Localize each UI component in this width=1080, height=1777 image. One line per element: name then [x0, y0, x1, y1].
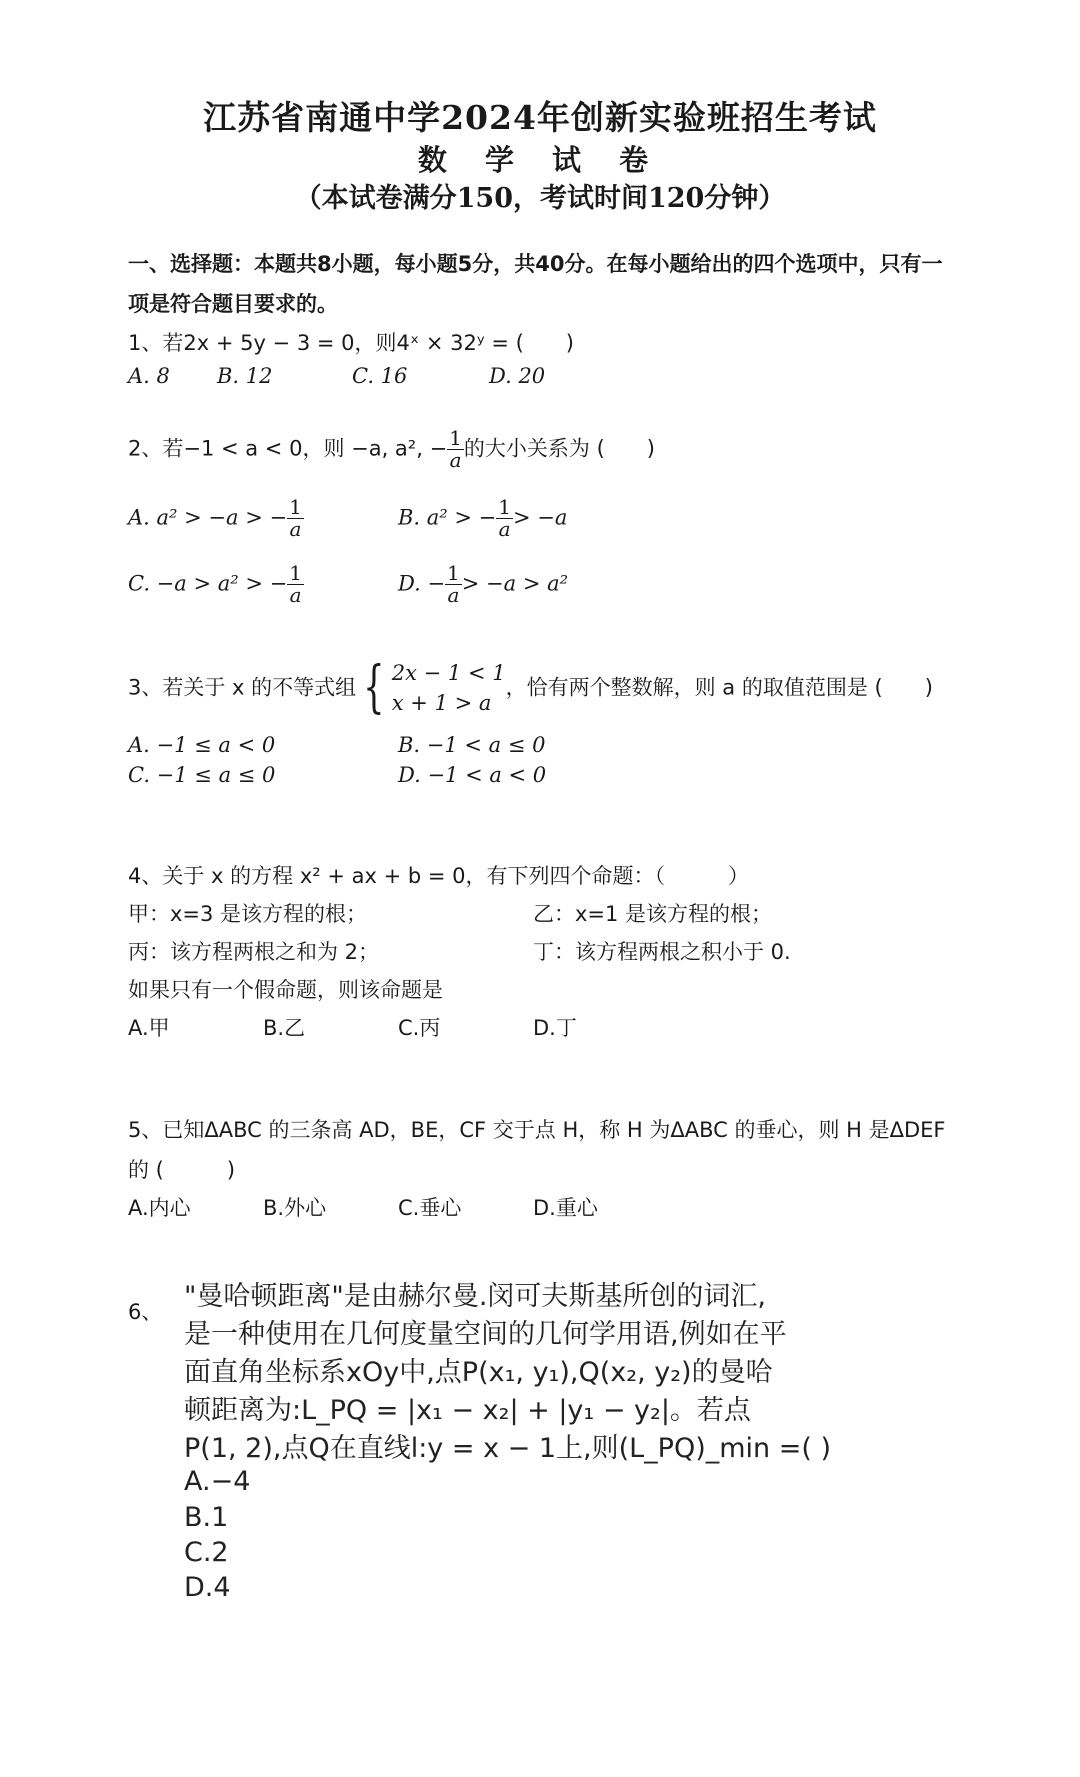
q2-option-b-fraction [496, 497, 513, 540]
q3-system [392, 658, 506, 719]
exam-title: 江苏省南通中学2024年创新实验班招生考试 [203, 98, 877, 137]
q5-option-b: B.外心 [263, 1196, 327, 1220]
q6-option-a: A.−4 [184, 1466, 251, 1497]
q2-option-a-frac-num: 1 [289, 495, 302, 519]
q6-option-b: B.1 [184, 1502, 229, 1533]
q2-option-d-fraction [445, 563, 462, 606]
q2-option-a-text: A. a² > −a > − [128, 505, 288, 530]
q2-option-d-text: D. − [398, 571, 446, 596]
q5-option-d: D.重心 [533, 1196, 598, 1220]
q2-option-c-text: C. −a > a² > − [128, 571, 288, 596]
q2-option-a-frac-den: a [289, 517, 302, 541]
q2-stem-fraction [447, 428, 464, 471]
q2-option-b-frac-den: a [498, 517, 511, 541]
q1-option-b: B. 12 [217, 364, 273, 388]
q1-option-c: C. 16 [352, 364, 408, 388]
q2-stem-prefix: 2、若−1 < a < 0，则 −a, a², − [128, 436, 448, 461]
q2-option-b-suffix: > −a [513, 505, 568, 530]
q4-stem: 4、关于 x 的方程 x² + ax + b = 0，有下列四个命题：（ ） [128, 864, 749, 888]
q2-option-b [398, 497, 567, 540]
q3-option-c: C. −1 ≤ a ≤ 0 [128, 763, 276, 787]
q5-option-a: A.内心 [128, 1196, 191, 1220]
q2-option-d-frac-num: 1 [447, 561, 460, 585]
q4-option-a: A.甲 [128, 1016, 170, 1040]
q6-option-d: D.4 [184, 1572, 231, 1603]
q3-option-b: B. −1 < a ≤ 0 [398, 733, 546, 757]
q3-stem-suffix: ，恰有两个整数解，则 a 的取值范围是 ( ) [505, 675, 933, 700]
q6-option-c: C.2 [184, 1537, 229, 1568]
q4-proposition-jia: 甲：x=3 是该方程的根； [128, 902, 368, 926]
q6-line3: 面直角坐标系xOy中,点P(x₁, y₁),Q(x₂, y₂)的曼哈 [184, 1357, 773, 1388]
q2-option-d-suffix: > −a > a² [461, 571, 569, 596]
q3-system-line2: x + 1 > a [391, 691, 492, 716]
q4-question: 如果只有一个假命题，则该命题是 [128, 978, 443, 1002]
q4-option-b: B.乙 [263, 1016, 306, 1040]
q1-stem: 1、若2x + 5y − 3 = 0，则4ˣ × 32ʸ = ( ) [128, 331, 575, 355]
q2-option-c-fraction [287, 563, 304, 606]
section-heading-line2: 项是符合题目要求的。 [128, 292, 338, 316]
q5-option-c: C.垂心 [398, 1196, 462, 1220]
q2-option-b-frac-num: 1 [498, 495, 511, 519]
q4-option-d: D.丁 [533, 1016, 577, 1040]
q3-system-line1: 2x − 1 < 1 [391, 661, 506, 685]
q2-option-d-frac-den: a [447, 583, 460, 607]
q5-line2: 的 ( ) [128, 1158, 236, 1182]
q3-option-a: A. −1 ≤ a < 0 [128, 733, 276, 757]
section-heading-line1: 一、选择题：本题共8小题，每小题5分，共40分。在每小题给出的四个选项中，只有一 [128, 252, 943, 276]
q2-stem-frac-den: a [449, 448, 462, 472]
q6-number: 6、 [128, 1300, 163, 1324]
q2-option-c [128, 563, 304, 606]
q2-option-a [128, 497, 304, 540]
q4-proposition-bing: 丙：该方程两根之和为 2； [128, 940, 380, 964]
q2-stem-suffix: 的大小关系为 ( ) [463, 436, 655, 461]
q2-option-c-frac-den: a [289, 583, 302, 607]
q3-stem [128, 655, 933, 721]
q6-line1: "曼哈顿距离"是由赫尔曼.闵可夫斯基所创的词汇, [184, 1281, 767, 1312]
q2-option-c-frac-num: 1 [289, 561, 302, 585]
q4-proposition-yi: 乙：x=1 是该方程的根； [533, 902, 773, 926]
q3-option-d: D. −1 < a < 0 [398, 763, 547, 787]
exam-note: （本试卷满分150，考试时间120分钟） [294, 183, 786, 214]
q6-line4: 顿距离为:L_PQ = |x₁ − x₂| + |y₁ − y₂|。若点 [184, 1395, 751, 1426]
exam-subtitle: 数 学 试 卷 [417, 143, 663, 177]
q2-option-b-text: B. a² > − [398, 505, 497, 530]
q4-proposition-ding: 丁：该方程两根之积小于 0. [533, 940, 791, 964]
q6-line5: P(1, 2),点Q在直线l:y = x − 1上,则(L_PQ)_min =( ) [184, 1433, 832, 1464]
q1-option-a: A. 8 [128, 364, 170, 388]
q6-line2: 是一种使用在几何度量空间的几何学用语,例如在平 [184, 1319, 787, 1350]
q3-stem-prefix: 3、若关于 x 的不等式组 [128, 675, 357, 700]
brace-icon: { [363, 655, 385, 721]
q5-line1: 5、已知ΔABC 的三条高 AD，BE，CF 交于点 H，称 H 为ΔABC 的垂心，则 H 是ΔDEF [128, 1118, 946, 1142]
q2-stem [128, 428, 655, 471]
q2-stem-frac-num: 1 [449, 426, 462, 450]
q1-option-d: D. 20 [489, 364, 546, 388]
q2-option-d [398, 563, 568, 606]
q4-option-c: C.丙 [398, 1016, 441, 1040]
q2-option-a-fraction [287, 497, 304, 540]
